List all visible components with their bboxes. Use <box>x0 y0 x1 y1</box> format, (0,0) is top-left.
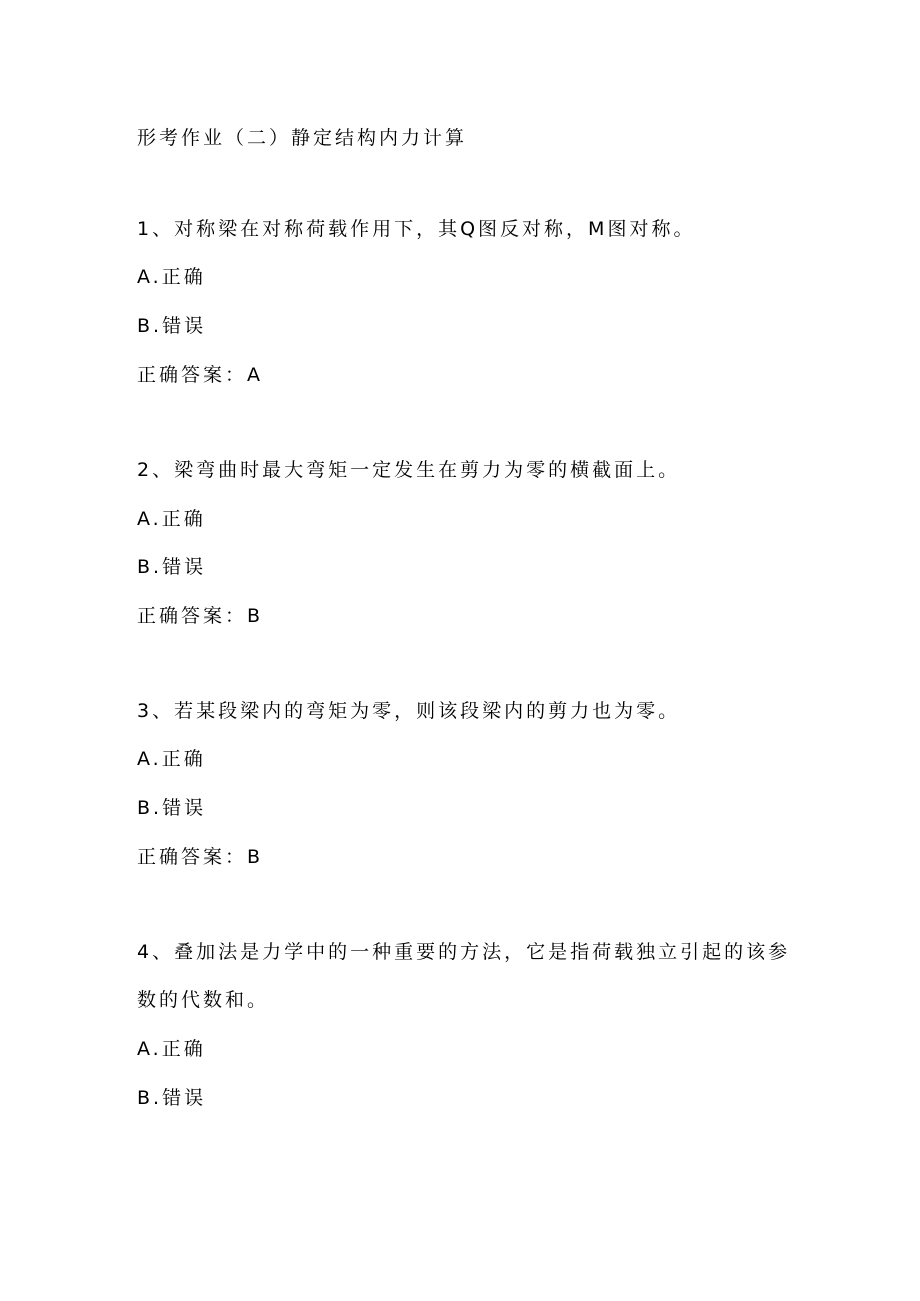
question-2-option-a: A.正确 <box>137 508 206 530</box>
question-4-stem-line-1: 4、叠加法是力学中的一种重要的方法，它是指荷载独立引起的该参 <box>137 941 791 963</box>
question-2-answer <box>137 604 263 628</box>
question-1-option-b: B.错误 <box>137 315 207 337</box>
question-1-option-a: A.正确 <box>137 266 206 288</box>
answer-value: B <box>247 846 264 868</box>
answer-value: A <box>247 364 264 386</box>
answer-label: 正确答案： <box>137 364 248 386</box>
question-2-option-b: B.错误 <box>137 556 207 578</box>
document-title: 形考作业（二）静定结构内力计算 <box>137 127 468 149</box>
question-3-answer <box>137 845 263 869</box>
question-4-stem-line-2: 数的代数和。 <box>137 989 270 1011</box>
question-3-option-a: A.正确 <box>137 748 206 770</box>
question-3-option-b: B.错误 <box>137 797 207 819</box>
question-4-option-b: B.错误 <box>137 1087 207 1109</box>
question-4-option-a: A.正确 <box>137 1038 206 1060</box>
answer-label: 正确答案： <box>137 846 248 868</box>
question-3-stem: 3、若某段梁内的弯矩为零，则该段梁内的剪力也为零。 <box>137 700 681 722</box>
question-2-stem: 2、梁弯曲时最大弯矩一定发生在剪力为零的横截面上。 <box>137 459 681 481</box>
question-1-stem: 1、对称梁在对称荷载作用下，其Q图反对称，M图对称。 <box>137 218 696 240</box>
answer-label: 正确答案： <box>137 605 248 627</box>
answer-value: B <box>247 605 264 627</box>
question-1-answer <box>137 363 263 387</box>
